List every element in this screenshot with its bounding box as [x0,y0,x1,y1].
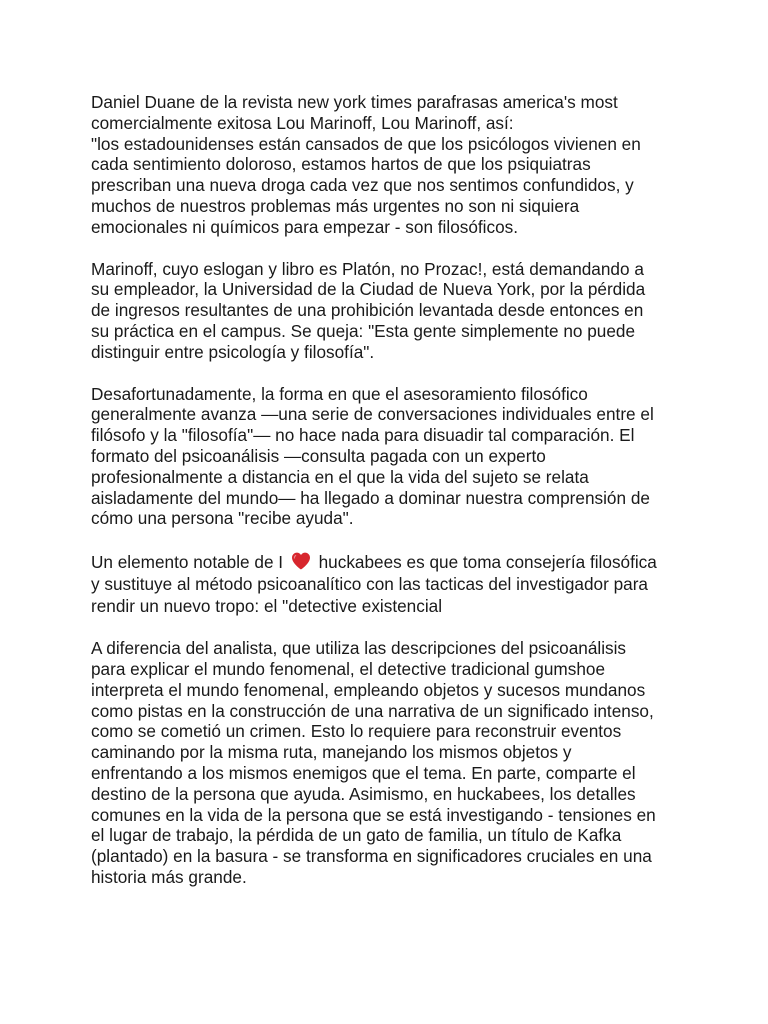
text-line: caminando por la misma ruta, manejando los mismos objetos y [91,742,572,763]
text-line: destino de la persona que ayuda. Asimismo, en huckabees, los detalles [91,783,636,804]
text-line: interpreta el mundo fenomenal, empleando objetos y sucesos mundanos [91,679,646,700]
paragraph-2 [91,259,731,363]
text-line: profesionalmente a distancia en el que la vida del sujeto se relata [91,466,589,487]
text-line: para explicar el mundo fenomenal, el detective tradicional gumshoe [91,658,606,679]
line-text-before-heart: Un elemento notable de I [91,552,288,573]
text-line: enfrentando a los mismos enemigos que el tema. En parte, comparte el [91,762,636,783]
text-line: Daniel Duane de la revista new york times parafrasas america's most [91,92,618,112]
line-text-after-heart: huckabees es que toma consejería filosófica [313,552,657,573]
text-line: emocionales ni químicos para empezar - son filosóficos. [91,216,519,237]
text-line: A diferencia del analista, que utiliza las descripciones del psicoanálisis [91,638,627,659]
text-line: rendir un nuevo tropo: el "detective existencial [91,596,443,617]
text-line: su empleador, la Universidad de la Ciudad de Nueva York, por la pérdida [91,279,646,300]
text-line: como se cometió un crimen. Esto lo requiere para reconstruir eventos [91,721,622,742]
text-line: distinguir entre psicología y filosofía". [91,341,375,362]
text-line: historia más grande. [91,866,247,887]
paragraph-1 [91,92,731,238]
text-line: filósofo y la "filosofía"— no hace nada para disuadir tal comparación. El [91,425,635,446]
paragraph-3 [91,384,731,530]
text-line: y sustituye al método psicoanalítico con las tacticas del investigador para [91,574,648,595]
text-line: su práctica en el campus. Se queja: "Esta gente simplemente no puede [91,320,636,341]
text-line: como pistas en la construcción de una narrativa de un significado intenso, [91,700,654,721]
text-line: Desafortunadamente, la forma en que el asesoramiento filosófico [91,383,588,404]
paragraph-4 [91,550,731,617]
heart-icon [290,550,312,572]
text-line: de ingresos resultantes de una prohibición levantada desde entonces en [91,300,644,321]
text-line: cómo una persona "recibe ayuda". [91,508,354,529]
text-line: Marinoff, cuyo eslogan y libro es Platón, no Prozac!, está demandando a [91,258,644,279]
text-line: formato del psicoanálisis —consulta pagada con un experto [91,445,546,466]
text-line: prescriban una nueva droga cada vez que nos sentimos confundidos, y [91,175,634,196]
text-line [91,550,731,573]
document-page [91,92,731,909]
text-line: comunes en la vida de la persona que se está investigando - tensiones en [91,804,656,825]
text-line: cada sentimiento doloroso, estamos hartos de que los psiquiatras [91,154,591,175]
text-line: muchos de nuestros problemas más urgentes no son ni siquiera [91,195,580,216]
text-line: "los estadounidenses están cansados de que los psicólogos vivienen en [91,133,641,154]
text-line: aisladamente del mundo— ha llegado a dominar nuestra comprensión de [91,487,650,508]
paragraph-5 [91,638,731,888]
text-line: generalmente avanza —una serie de conversaciones individuales entre el [91,404,654,425]
text-line: comercialmente exitosa Lou Marinoff, Lou Marinoff, así: [91,112,514,133]
text-line: el lugar de trabajo, la pérdida de un gato de familia, un título de Kafka [91,825,622,846]
text-line: (plantado) en la basura - se transforma en significadores cruciales en una [91,846,652,867]
